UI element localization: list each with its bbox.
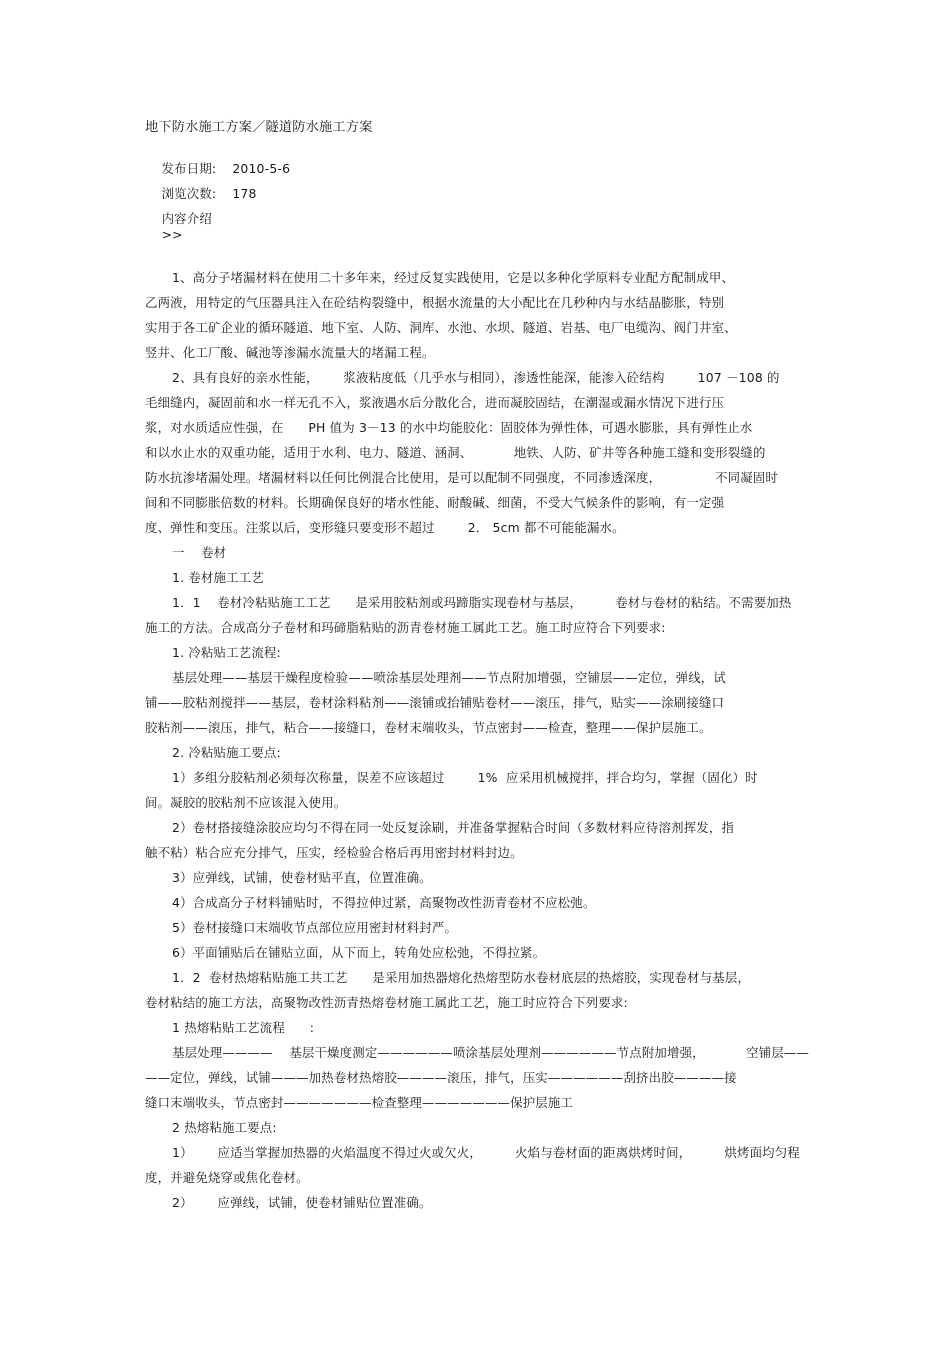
- publish-date-value: 2010-5-6: [232, 161, 291, 176]
- publish-date-label: 发布日期:: [161, 161, 217, 176]
- body-line: 实用于各工矿企业的循环隧道、地下室、人防、洞库、水池、水坝、隧道、岩基、电厂电缆沟、阀门井室、: [145, 320, 737, 335]
- intro-expand-link[interactable]: >>: [161, 227, 183, 242]
- body-line: ——定位，弹线，试铺———加热卷材热熔胶————滚压，排气，压实——————刮挤出胶————接: [145, 1070, 737, 1085]
- body-line: 1） 应适当掌握加热器的火焰温度不得过火或欠火， 火焰与卷材面的距离烘烤时间， 烘烤面均匀程: [172, 1145, 800, 1160]
- body-line: 6）平面铺贴后在铺贴立面，从下而上，转角处应松弛，不得拉紧。: [172, 945, 546, 960]
- body-line: 2 热熔粘施工要点:: [172, 1120, 277, 1135]
- body-line: 卷材粘结的施工方法，高聚物改性沥青热熔卷材施工属此工艺，施工时应符合下列要求:: [145, 995, 628, 1010]
- body-line: 间。凝胶的胶粘剂不应该混入使用。: [145, 795, 347, 810]
- body-line: 度，并避免烧穿或焦化卷材。: [145, 1170, 309, 1185]
- body-line: 缝口末端收头，节点密封———————检查整理———————保护层施工: [145, 1095, 574, 1110]
- body-line: 1 热熔粘贴工艺流程 :: [172, 1020, 315, 1035]
- body-line: 基层处理——基层干燥程度检验——喷涂基层处理剂——节点附加增强，空铺层——定位，弹线，试: [172, 670, 726, 685]
- body-line: 5）卷材接缝口末端收节点部位应用密封材料封严。: [172, 920, 458, 935]
- subsection-heading: 1. 卷材施工工艺: [172, 570, 264, 585]
- body-line: 触不粘）粘合应充分排气，压实，经检验合格后再用密封材料封边。: [145, 845, 523, 860]
- body-line: 间和不同膨胀倍数的材料。长期确保良好的堵水性能、耐酸碱、细菌，不受大气候条件的影响，有一定强: [145, 495, 725, 510]
- body-line: 防水抗渗堵漏处理。堵漏材料以任何比例混合比使用，是可以配制不同强度，不同渗透深度， 不同凝固时: [145, 470, 778, 485]
- body-line: 度、弹性和变压。注浆以后，变形缝只要变形不超过 2． 5cm 都不可能能漏水。: [145, 520, 625, 535]
- body-line: 和以水止水的双重功能，适用于水利、电力、隧道、涵洞、 地铁、人防、矿井等各种施工缝和变形裂缝的: [145, 445, 766, 460]
- body-line: 铺——胶粘剂搅拌——基层，卷材涂料粘剂——滚铺或抬铺贴卷材——滚压，排气，贴实——涂刷接缝口: [145, 695, 725, 710]
- body-line: 胶粘剂——滚压，排气，粘合——接缝口，卷材末端收头，节点密封——检查，整理——保护层施工。: [145, 720, 712, 735]
- body-line: 毛细缝内，凝固前和水一样无孔不入，浆液遇水后分散化合，进而凝胶固结，在潮湿或漏水情况下进行压: [145, 395, 725, 410]
- body-line: 浆，对水质适应性强，在 PH 值为 3－13 的水中均能胶化：固胶体为弹性体，可遇水膨胀，具有弹性止水: [145, 420, 753, 435]
- body-line: 2. 冷粘贴施工要点:: [172, 745, 281, 760]
- body-line: 1、高分子堵漏材料在使用二十多年来，经过反复实践使用，它是以多种化学原料专业配方配制成甲、: [172, 270, 735, 285]
- body-line: 基层处理———— 基层干燥度测定——————喷涂基层处理剂——————节点附加增强， 空铺层——: [172, 1045, 810, 1060]
- body-line: 1）多组分胶粘剂必须每次称量，误差不应该超过 1% 应采用机械搅拌，拌合均匀，掌握（固化）时: [172, 770, 758, 785]
- body-line: 1. 冷粘贴工艺流程:: [172, 645, 281, 660]
- body-line: 2、具有良好的亲水性能， 浆液粘度低（几乎水与相同），渗透性能深，能渗入砼结构 107 －108 的: [172, 370, 780, 385]
- page-title: 地下防水施工方案／隧道防水施工方案: [145, 120, 373, 135]
- body-line: 施工的方法。合成高分子卷材和玛碲脂粘贴的沥青卷材施工属此工艺。施工时应符合下列要求:: [145, 620, 666, 635]
- body-line: 乙两液，用特定的气压器具注入在砼结构裂缝中，根据水流量的大小配比在几秒种内与水结晶膨胀，特别: [145, 295, 725, 310]
- body-line: 4）合成高分子材料铺贴时，不得拉伸过紧，高聚物改性沥青卷材不应松弛。: [172, 895, 596, 910]
- body-line: 2）卷材搭接缝涂胶应均匀不得在同一处反复涂刷，并准备掌握粘合时间（多数材料应待溶剂挥发，指: [172, 820, 735, 835]
- body-line: 1．2 卷材热熔粘贴施工共工艺 是采用加热器熔化热熔型防水卷材底层的热熔胶，实现卷材与基层，: [172, 970, 751, 985]
- intro-row: [145, 195, 212, 259]
- body-line: 3）应弹线，试铺，使卷材贴平直，位置准确。: [172, 870, 432, 885]
- body-line: 1．1 卷材冷粘贴施工工艺 是采用胶粘剂或玛蹄脂实现卷材与基层， 卷材与卷材的粘结。不需要加热: [172, 595, 792, 610]
- intro-label: 内容介绍: [161, 211, 212, 226]
- view-count-label: 浏览次数:: [161, 186, 217, 201]
- view-count-value: 178: [232, 186, 257, 201]
- body-line: 竖井、化工厂酸、碱池等渗漏水流量大的堵漏工程。: [145, 345, 435, 360]
- body-line: 2） 应弹线，试铺，使卷材铺贴位置准确。: [172, 1195, 432, 1210]
- section-heading: 一 卷材: [172, 545, 227, 560]
